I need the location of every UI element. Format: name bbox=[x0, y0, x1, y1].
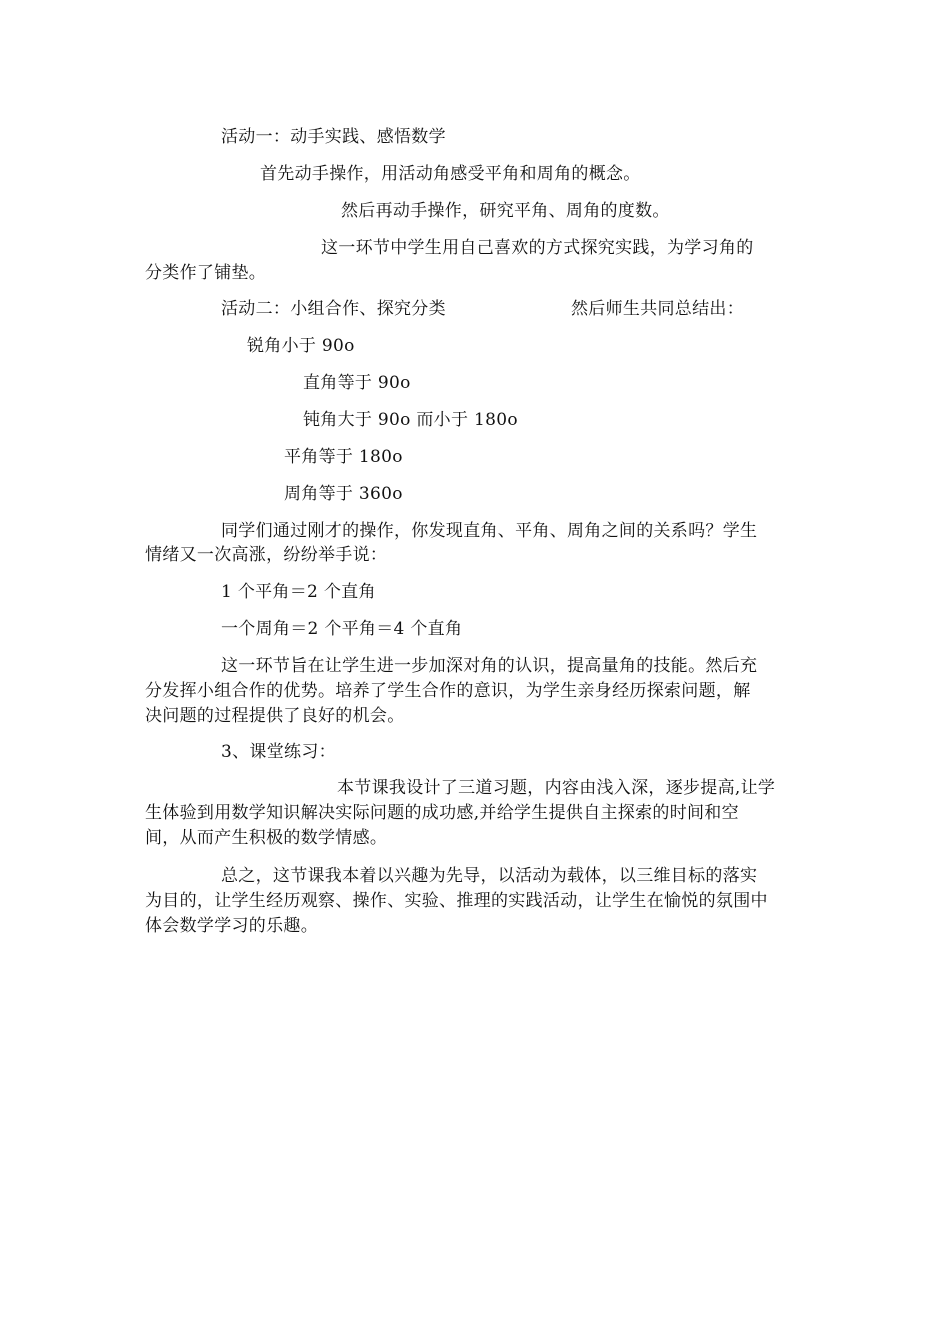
angle-acute: 锐角小于 90o bbox=[247, 336, 355, 356]
activity2-conclusion-intro: 然后师生共同总结出： bbox=[571, 299, 744, 319]
activity2-heading: 活动二：小组合作、探究分类 bbox=[221, 299, 446, 319]
activity1-summary-line1: 这一环节中学生用自己喜欢的方式探究实践，为学习角的 bbox=[321, 238, 754, 258]
purpose-line3: 决问题的过程提供了良好的机会。 bbox=[145, 706, 405, 726]
angle-obtuse: 钝角大于 90o 而小于 180o bbox=[303, 410, 518, 430]
activity1-step1: 首先动手操作，用活动角感受平角和周角的概念。 bbox=[260, 164, 641, 184]
exercise-line1: 本节课我设计了三道习题，内容由浅入深，逐步提高,让学 bbox=[337, 778, 776, 798]
angle-round: 周角等于 360o bbox=[284, 484, 403, 504]
question-line2: 情绪又一次高涨，纷纷举手说： bbox=[145, 545, 388, 565]
activity1-step2: 然后再动手操作，研究平角、周角的度数。 bbox=[341, 201, 670, 221]
angle-right: 直角等于 90o bbox=[303, 373, 411, 393]
purpose-line2: 分发挥小组合作的优势。培养了学生合作的意识，为学生亲身经历探索问题，解 bbox=[145, 681, 751, 701]
angle-straight: 平角等于 180o bbox=[284, 447, 403, 467]
activity1-summary-line2: 分类作了铺垫。 bbox=[145, 263, 267, 283]
relation-round-straight-right: 一个周角＝2 个平角＝4 个直角 bbox=[221, 619, 463, 639]
purpose-line1: 这一环节旨在让学生进一步加深对角的认识，提高量角的技能。然后充 bbox=[221, 656, 758, 676]
question-line1: 同学们通过刚才的操作，你发现直角、平角、周角之间的关系吗？学生 bbox=[221, 521, 758, 541]
section3-heading: 3、课堂练习： bbox=[221, 742, 336, 762]
activity1-heading: 活动一：动手实践、感悟数学 bbox=[221, 127, 446, 147]
relation-straight-right: 1 个平角＝2 个直角 bbox=[221, 582, 376, 602]
summary-line2: 为目的，让学生经历观察、操作、实验、推理的实践活动，让学生在愉悦的氛围中 bbox=[145, 891, 768, 911]
exercise-line3: 间，从而产生积极的数学情感。 bbox=[145, 828, 388, 848]
summary-line3: 体会数学学习的乐趣。 bbox=[145, 916, 318, 936]
exercise-line2: 生体验到用数学知识解决实际问题的成功感,并给学生提供自主探索的时间和空 bbox=[145, 803, 739, 823]
summary-line1: 总之，这节课我本着以兴趣为先导，以活动为载体，以三维目标的落实 bbox=[221, 866, 758, 886]
